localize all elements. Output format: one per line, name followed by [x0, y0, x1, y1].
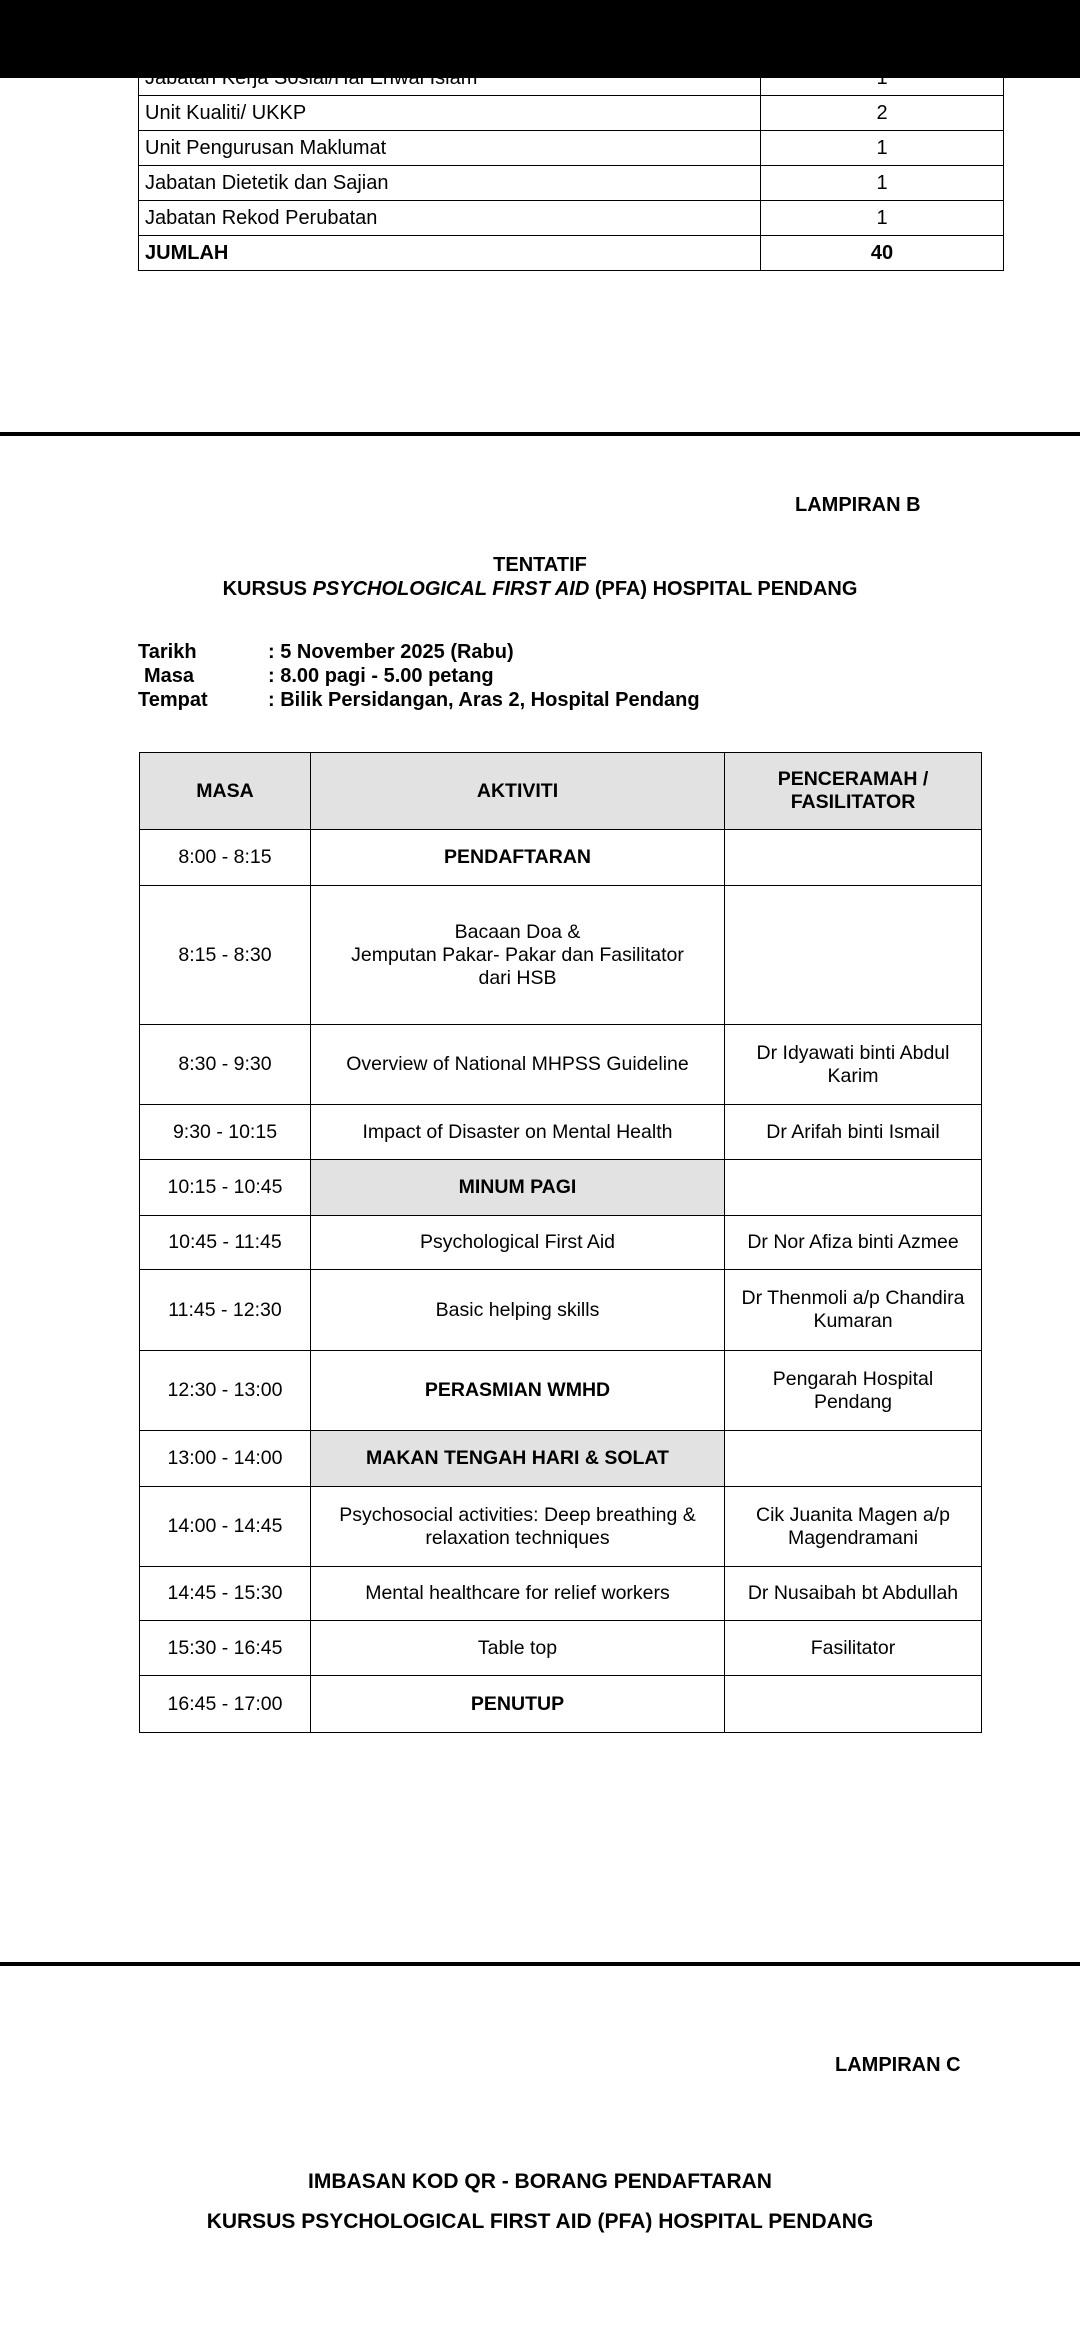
row-masa: 12:30 - 13:00 — [140, 1351, 311, 1431]
schedule-header-row — [140, 753, 982, 830]
table-row — [140, 830, 982, 886]
row-aktiviti: Impact of Disaster on Mental Health — [311, 1105, 725, 1160]
aktiviti-line: Jemputan Pakar- Pakar dan Fasilitator — [351, 943, 684, 966]
row-aktiviti: Psychological First Aid — [311, 1216, 725, 1270]
row-masa: 10:45 - 11:45 — [140, 1216, 311, 1270]
row-penceramah: Dr Arifah binti Ismail — [725, 1105, 982, 1160]
row-masa: 10:15 - 10:45 — [140, 1160, 311, 1216]
masa-label: Masa — [144, 665, 195, 687]
table-row — [140, 1351, 982, 1431]
unit-count: 1 — [761, 166, 1004, 201]
row-masa: 15:30 - 16:45 — [140, 1621, 311, 1676]
row-masa: 8:30 - 9:30 — [140, 1025, 311, 1105]
row-masa: 8:15 - 8:30 — [140, 886, 311, 1025]
row-masa: 11:45 - 12:30 — [140, 1270, 311, 1351]
row-aktiviti: Overview of National MHPSS Guideline — [311, 1025, 725, 1105]
row-penceramah — [725, 886, 982, 1025]
unit-name: Unit Pengurusan Maklumat — [139, 131, 761, 166]
masa-value: : 8.00 pagi - 5.00 petang — [268, 665, 494, 687]
row-penceramah — [725, 830, 982, 886]
row-aktiviti: Table top — [311, 1621, 725, 1676]
row-penceramah — [725, 1431, 982, 1487]
tarikh-value: : 5 November 2025 (Rabu) — [268, 641, 514, 663]
row-masa: 8:00 - 8:15 — [140, 830, 311, 886]
page-separator — [0, 1962, 1080, 1966]
course-title-prefix: KURSUS — [222, 578, 313, 600]
qr-course-title: KURSUS PSYCHOLOGICAL FIRST AID (PFA) HOSPITAL PENDANG — [206, 2210, 874, 2233]
row-aktiviti: MAKAN TENGAH HARI & SOLAT — [311, 1431, 725, 1487]
row-penceramah: Fasilitator — [725, 1621, 982, 1676]
row-masa: 13:00 - 14:00 — [140, 1431, 311, 1487]
tarikh-label: Tarikh — [138, 641, 197, 663]
unit-name: Jabatan Kerja Sosial/Hal Ehwal Islam — [139, 61, 761, 96]
qr-title: IMBASAN KOD QR - BORANG PENDAFTARAN — [308, 2170, 772, 2193]
table-row — [139, 131, 1004, 166]
schedule-table — [139, 752, 982, 1733]
page-separator — [0, 432, 1080, 436]
row-penceramah: Dr Thenmoli a/p Chandira Kumaran — [725, 1270, 982, 1351]
course-title-italic: PSYCHOLOGICAL FIRST AID — [312, 578, 590, 600]
header-penceramah: PENCERAMAH / FASILITATOR — [725, 753, 982, 830]
row-penceramah — [725, 1160, 982, 1216]
row-penceramah: Dr Nusaibah bt Abdullah — [725, 1567, 982, 1621]
table-row — [139, 201, 1004, 236]
total-row — [139, 236, 1004, 271]
table-row — [139, 96, 1004, 131]
unit-name: Jabatan Dietetik dan Sajian — [139, 166, 761, 201]
total-label: JUMLAH — [139, 236, 761, 271]
table-row — [139, 61, 1004, 96]
course-title — [0, 578, 1080, 601]
units-table — [138, 60, 1004, 271]
table-row — [140, 1270, 982, 1351]
tentatif-title: TENTATIF — [493, 554, 587, 576]
row-aktiviti: Basic helping skills — [311, 1270, 725, 1351]
unit-count: 1 — [761, 131, 1004, 166]
row-aktiviti: Mental healthcare for relief workers — [311, 1567, 725, 1621]
course-title-suffix: (PFA) HOSPITAL PENDANG — [589, 578, 858, 600]
row-aktiviti: PERASMIAN WMHD — [311, 1351, 725, 1431]
table-row — [140, 1567, 982, 1621]
row-aktiviti — [311, 886, 725, 1025]
tempat-label: Tempat — [138, 689, 208, 711]
row-penceramah: Pengarah Hospital Pendang — [725, 1351, 982, 1431]
table-row — [140, 1025, 982, 1105]
row-penceramah: Dr Idyawati binti Abdul Karim — [725, 1025, 982, 1105]
header-aktiviti: AKTIVITI — [311, 753, 725, 830]
row-aktiviti: MINUM PAGI — [311, 1160, 725, 1216]
total-value: 40 — [761, 236, 1004, 271]
tempat-value: : Bilik Persidangan, Aras 2, Hospital Pendang — [268, 689, 700, 711]
aktiviti-line: Bacaan Doa & — [454, 920, 581, 943]
lampiran-b-label: LAMPIRAN B — [795, 494, 921, 516]
table-row — [140, 1160, 982, 1216]
table-row — [140, 1676, 982, 1733]
row-penceramah: Dr Nor Afiza binti Azmee — [725, 1216, 982, 1270]
row-penceramah — [725, 1676, 982, 1733]
aktiviti-line: dari HSB — [478, 966, 557, 989]
row-aktiviti: PENDAFTARAN — [311, 830, 725, 886]
row-penceramah: Cik Juanita Magen a/p Magendramani — [725, 1487, 982, 1567]
table-row — [140, 1431, 982, 1487]
unit-count: 1 — [761, 201, 1004, 236]
table-row — [140, 1487, 982, 1567]
table-row — [139, 166, 1004, 201]
row-masa: 14:45 - 15:30 — [140, 1567, 311, 1621]
unit-count: 2 — [761, 96, 1004, 131]
row-masa: 16:45 - 17:00 — [140, 1676, 311, 1733]
row-aktiviti: PENUTUP — [311, 1676, 725, 1733]
unit-name: Unit Kualiti/ UKKP — [139, 96, 761, 131]
table-row — [140, 886, 982, 1025]
row-masa: 9:30 - 10:15 — [140, 1105, 311, 1160]
row-aktiviti: Psychosocial activities: Deep breathing & relaxation techniques — [311, 1487, 725, 1567]
course-info — [138, 640, 700, 712]
row-masa: 14:00 - 14:45 — [140, 1487, 311, 1567]
unit-name: Jabatan Rekod Perubatan — [139, 201, 761, 236]
table-row — [140, 1105, 982, 1160]
header-masa: MASA — [140, 753, 311, 830]
table-row — [140, 1621, 982, 1676]
table-row — [140, 1216, 982, 1270]
unit-count: 1 — [761, 61, 1004, 96]
lampiran-c-label: LAMPIRAN C — [835, 2054, 961, 2076]
